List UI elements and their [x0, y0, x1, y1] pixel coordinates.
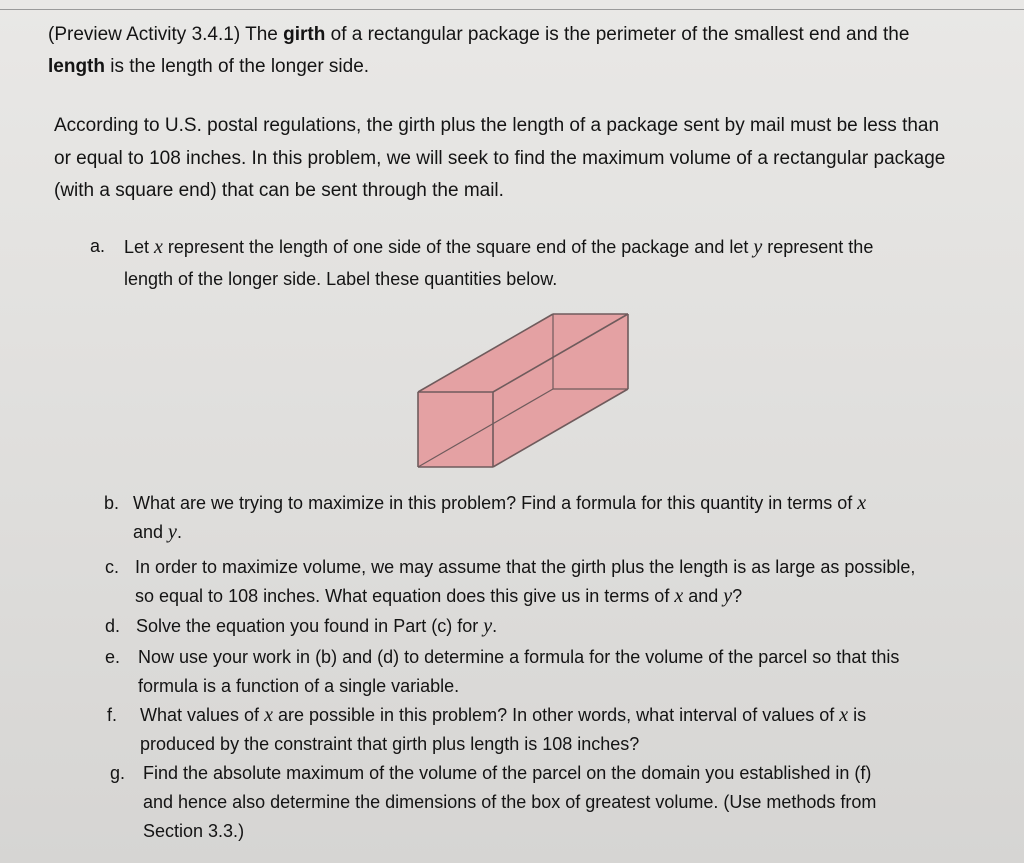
var-x: x: [674, 585, 684, 607]
item-d-t1: Solve the equation you found in Part (c) for: [136, 616, 484, 636]
term-length: length: [48, 56, 105, 77]
var-x: x: [264, 704, 273, 726]
item-a-t2: represent the length of one side of the square end of the package and let: [162, 237, 754, 257]
item-c-text: [135, 553, 920, 611]
item-f-t1: What values of: [140, 705, 265, 725]
item-b-t1: What are we trying to maximize in this problem? Find a formula for this quantity in terms of: [133, 493, 858, 513]
intro-mid: of a rectangular package is the perimeter of the smallest end and the: [325, 24, 910, 45]
item-c-t2: and: [683, 586, 724, 606]
item-b-text: [133, 489, 893, 547]
intro-paragraph: [48, 19, 948, 83]
item-f-text: [140, 701, 915, 759]
var-x: x: [839, 704, 849, 726]
item-g-text: Find the absolute maximum of the volume of the parcel on the domain you established in (f) and hence also determine the dimensions of the box of greatest volume. (Use methods from Section 3.3.): [143, 763, 877, 841]
item-b-t3: .: [176, 522, 182, 542]
var-y: y: [168, 521, 177, 543]
item-g-label: g.: [110, 763, 126, 783]
var-y: y: [723, 585, 733, 607]
item-c-t1: In order to maximize volume, we may assume that the girth plus the length is as large as possible, so equal to 108 inches. What equation does this give us in terms of: [135, 557, 916, 606]
regulation-paragraph: According to U.S. postal regulations, the girth plus the length of a package sent by mail must be less than or equal to 108 inches. In this problem, we will seek to find the maximum volume of a rectangular package (with a square end) that can be sent through the mail.: [54, 115, 946, 201]
item-a-t1: Let: [124, 237, 155, 257]
item-a-text: [124, 231, 884, 295]
term-girth: girth: [283, 24, 326, 45]
item-e-label: e.: [105, 647, 121, 667]
var-x: x: [154, 236, 163, 258]
var-x: x: [857, 492, 867, 514]
item-f-label: f.: [107, 705, 118, 725]
item-c-label: c.: [105, 557, 120, 577]
item-d-label: d.: [105, 616, 121, 636]
item-d-text: [136, 612, 896, 641]
item-f-t3: is produced by the constraint that girth plus length is 108 inches?: [140, 705, 867, 754]
item-a-t3: represent the length of the longer side. Label these quantities below.: [124, 237, 874, 289]
var-y: y: [753, 236, 763, 258]
package-figure: [410, 307, 640, 475]
var-y: y: [483, 615, 493, 637]
intro-suffix: is the length of the longer side.: [105, 56, 370, 77]
item-a-label: a.: [90, 236, 106, 256]
item-b-t2: and: [133, 522, 169, 542]
item-b-label: b.: [104, 493, 120, 513]
item-f-t2: are possible in this problem? In other words, what interval of values of: [272, 705, 840, 725]
item-d-t2: .: [492, 616, 498, 636]
item-c-t3: ?: [732, 586, 743, 606]
intro-prefix: (Preview Activity 3.4.1) The: [48, 24, 284, 45]
item-e-text: Now use your work in (b) and (d) to determine a formula for the volume of the parcel so that this formula is a function of a single variable.: [138, 647, 900, 696]
